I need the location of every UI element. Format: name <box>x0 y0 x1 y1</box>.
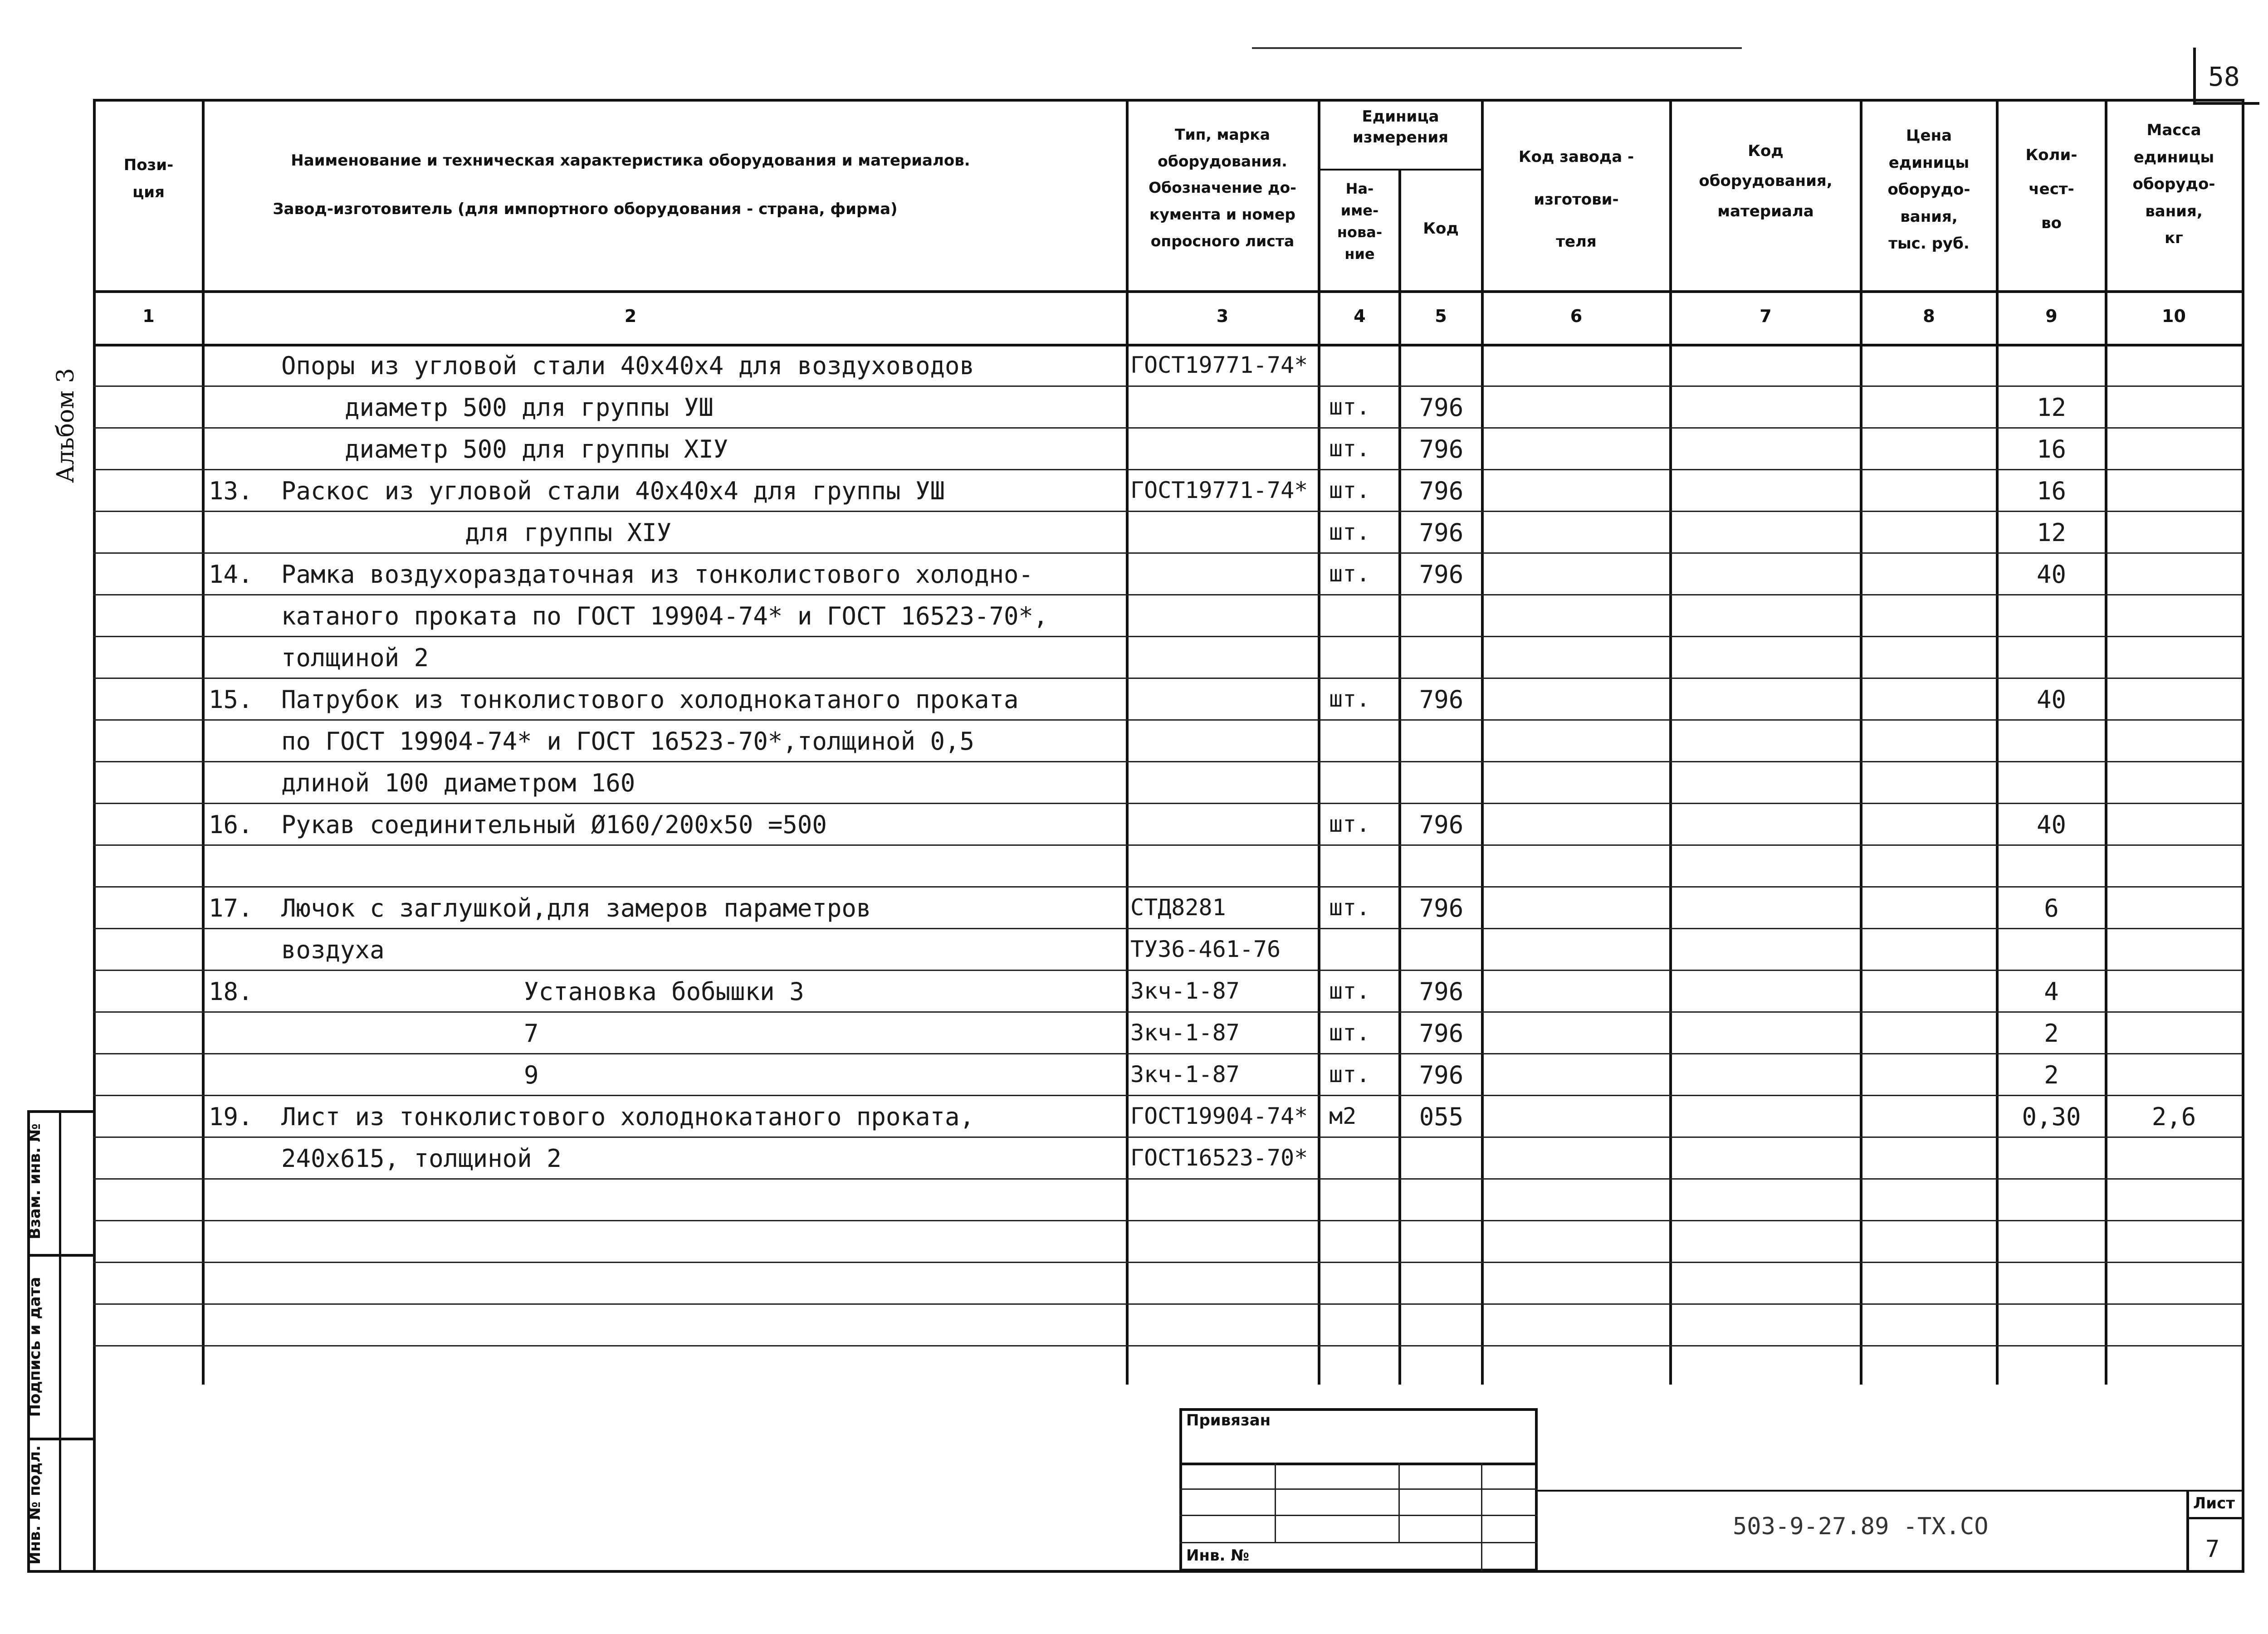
header-position: Пози- ция <box>123 156 174 201</box>
cell-code: 796 <box>1419 810 1464 839</box>
sheet-label: Лист <box>2193 1494 2235 1512</box>
cell-unit: м2 <box>1329 1103 1357 1129</box>
cell-name: диаметр 500 для группы УШ <box>345 393 714 422</box>
left-margin-inner <box>59 1110 61 1573</box>
colnum-1: 1 <box>142 306 155 326</box>
header-name-line1: Наименование и техническая характеристика оборудования и материалов. <box>291 151 970 170</box>
cell-name: Рукав соединительный Ø160/200х50 =500 <box>281 810 827 839</box>
doc-code-top-line <box>1538 1490 2243 1492</box>
cell-pos: 19. <box>209 1102 253 1131</box>
cell-unit: шт. <box>1329 894 1370 921</box>
cell-unit: шт. <box>1329 435 1370 462</box>
col-sep-2 <box>1126 99 1129 1385</box>
cell-name: Рамка воздухораздаточная из тонколистового холодно- <box>281 560 1034 589</box>
col-sep-4 <box>1398 169 1401 1385</box>
cell-code: 796 <box>1419 560 1464 589</box>
cell-code: 796 <box>1419 518 1464 547</box>
sheet-box-line <box>2186 1517 2243 1519</box>
cell-qty: 4 <box>2044 977 2059 1006</box>
cell-unit: шт. <box>1329 561 1370 587</box>
cell-code: 055 <box>1419 1102 1464 1131</box>
cell-pos: 15. <box>209 685 253 714</box>
cell-name: катаного проката по ГОСТ 19904-74* и ГОСТ 16523-70*, <box>281 602 1048 630</box>
row-line <box>93 1053 2243 1054</box>
stamp-line-1 <box>1179 1463 1538 1465</box>
cell-doc: ГОСТ19904-74* <box>1130 1103 1308 1129</box>
cell-code: 796 <box>1419 894 1464 922</box>
header-quantity: Коли- чест- во <box>2025 146 2077 232</box>
label-signature-date: Подпись и дата <box>26 1277 44 1417</box>
cell-qty: 16 <box>2036 435 2067 463</box>
stamp-inv-no: Инв. № <box>1186 1546 1250 1565</box>
cell-qty: 0,30 <box>2022 1102 2081 1131</box>
row-line <box>93 844 2243 846</box>
cell-qty: 16 <box>2036 477 2067 505</box>
cell-qty: 40 <box>2036 560 2067 589</box>
row-line <box>93 1345 2243 1346</box>
cell-doc: 3кч-1-87 <box>1130 1061 1240 1088</box>
cell-doc: ГОСТ19771-74* <box>1130 477 1308 503</box>
left-margin-sep-1 <box>27 1254 93 1257</box>
cell-unit: шт. <box>1329 686 1370 712</box>
col-sep-1 <box>202 99 205 1385</box>
cell-qty: 2 <box>2044 1061 2059 1089</box>
cell-doc: ГОСТ16523-70* <box>1130 1145 1308 1171</box>
cell-doc: 3кч-1-87 <box>1130 1019 1240 1046</box>
cell-code: 796 <box>1419 1061 1464 1089</box>
cell-unit: шт. <box>1329 1061 1370 1088</box>
col-sep-7 <box>1860 99 1862 1385</box>
row-line <box>93 1178 2243 1180</box>
header-name-line2: Завод-изготовитель (для импортного оборудования - страна, фирма) <box>273 200 898 218</box>
cell-name: для группы ХIУ <box>465 518 672 547</box>
stamp-vline-3 <box>1481 1463 1482 1571</box>
cell-name: Раскос из угловой стали 40х40х4 для группы УШ <box>281 477 945 505</box>
stamp-vline-1 <box>1275 1463 1276 1542</box>
col-sep-6 <box>1669 99 1672 1385</box>
cell-qty: 40 <box>2036 685 2067 714</box>
row-line <box>93 1011 2243 1013</box>
cell-qty: 40 <box>2036 810 2067 839</box>
col-sep-8 <box>1996 99 1999 1385</box>
album-label: Альбом 3 <box>52 368 79 483</box>
colnum-10: 10 <box>2162 306 2186 326</box>
stamp-line-2 <box>1179 1488 1538 1490</box>
cell-name: Лист из тонколистового холоднокатаного проката, <box>281 1102 975 1131</box>
cell-pos: 16. <box>209 810 253 839</box>
cell-name: Установка бобышки 3 <box>524 977 804 1006</box>
cell-pos: 14. <box>209 560 253 589</box>
label-orig-inv: Инв. № подл. <box>26 1445 44 1565</box>
row-line <box>93 552 2243 554</box>
cell-name: 9 <box>524 1061 539 1089</box>
row-line <box>93 719 2243 721</box>
header-type: Тип, марка оборудования. Обозначение до- кумента и номер опросного листа <box>1149 126 1296 250</box>
row-line <box>93 803 2243 804</box>
row-line <box>93 1262 2243 1263</box>
cell-name: воздуха <box>281 936 385 964</box>
header-bottom <box>93 290 2243 293</box>
label-replace-inv: Взам. инв. № <box>26 1123 44 1239</box>
row-line <box>93 511 2243 512</box>
cell-qty: 2 <box>2044 1019 2059 1048</box>
header-equipment-code: Код оборудования, материала <box>1699 142 1833 220</box>
cell-pos: 17. <box>209 894 253 922</box>
cell-name: 240х615, толщиной 2 <box>281 1144 562 1173</box>
doc-code: 503-9-27.89 -ТХ.СО <box>1733 1513 1989 1540</box>
row-line <box>93 970 2243 971</box>
cell-doc: СТД8281 <box>1130 894 1226 921</box>
header-factory-code: Код завода - изготови- теля <box>1518 148 1634 251</box>
cell-doc: ГОСТ19771-74* <box>1130 352 1308 378</box>
row-line <box>93 1095 2243 1096</box>
colnum-4: 4 <box>1354 306 1366 326</box>
cell-unit: шт. <box>1329 811 1370 837</box>
cell-qty: 6 <box>2044 894 2059 922</box>
colnum-6: 6 <box>1570 306 1583 326</box>
row-line <box>93 886 2243 888</box>
cell-unit: шт. <box>1329 394 1370 420</box>
cell-pos: 18. <box>209 977 253 1006</box>
page-number: 58 <box>2208 61 2240 92</box>
header-unit-code: Код <box>1423 219 1459 238</box>
cell-name: Лючок с заглушкой,для замеров параметров <box>281 894 871 922</box>
cell-doc: ТУ36-461-76 <box>1130 936 1281 962</box>
cell-qty: 12 <box>2036 393 2067 422</box>
colnum-2: 2 <box>624 306 637 326</box>
cell-qty: 12 <box>2036 518 2067 547</box>
header-price: Цена единицы оборудо- вания, тыс. руб. <box>1887 127 1970 253</box>
left-margin-sep-2 <box>27 1438 93 1440</box>
header-unit-name: На- име- нова- ние <box>1337 180 1383 263</box>
cell-code: 796 <box>1419 1019 1464 1048</box>
row-line <box>93 1220 2243 1221</box>
cell-code: 796 <box>1419 477 1464 505</box>
stamp-line-4 <box>1179 1542 1538 1543</box>
cell-name: по ГОСТ 19904-74* и ГОСТ 16523-70*,толщиной 0,5 <box>281 727 975 756</box>
cell-code: 796 <box>1419 393 1464 422</box>
stamp-line-3 <box>1179 1515 1538 1516</box>
cell-name: 7 <box>524 1019 539 1048</box>
row-line <box>93 761 2243 762</box>
row-line <box>93 427 2243 429</box>
cell-name: толщиной 2 <box>281 644 429 672</box>
cell-name: Опоры из угловой стали 40х40х4 для воздуховодов <box>281 351 975 380</box>
cell-doc: 3кч-1-87 <box>1130 978 1240 1004</box>
colnum-9: 9 <box>2045 306 2058 326</box>
row-line <box>93 1303 2243 1305</box>
table-right-border <box>2242 99 2244 1573</box>
table-bottom-border <box>27 1570 2244 1573</box>
sheet-number: 7 <box>2205 1536 2220 1563</box>
colnum-3: 3 <box>1216 306 1229 326</box>
row-line <box>93 1136 2243 1138</box>
unit-group-line <box>1318 169 1483 171</box>
stamp-vline-2 <box>1398 1463 1400 1542</box>
cell-name: длиной 100 диаметром 160 <box>281 769 635 797</box>
cell-unit: шт. <box>1329 477 1370 503</box>
colnum-bottom <box>93 344 2243 346</box>
cell-code: 796 <box>1419 435 1464 463</box>
row-line <box>93 636 2243 637</box>
colnum-5: 5 <box>1435 306 1447 326</box>
col-sep-9 <box>2105 99 2107 1385</box>
row-line <box>93 678 2243 679</box>
table-top-border <box>93 99 2243 102</box>
cell-unit: шт. <box>1329 1019 1370 1046</box>
cell-pos: 13. <box>209 477 253 505</box>
row-line <box>93 469 2243 470</box>
col-sep-5 <box>1481 99 1484 1385</box>
header-unit-group: Единица измерения <box>1353 107 1448 146</box>
cell-unit: шт. <box>1329 978 1370 1004</box>
cell-code: 796 <box>1419 685 1464 714</box>
header-mass: Масса единицы оборудо- вания, кг <box>2132 121 2215 247</box>
cell-mass: 2,6 <box>2151 1102 2196 1131</box>
colnum-7: 7 <box>1760 306 1772 326</box>
cell-code: 796 <box>1419 977 1464 1006</box>
row-line <box>93 385 2243 387</box>
colnum-8: 8 <box>1923 306 1935 326</box>
cell-name: диаметр 500 для группы ХIУ <box>345 435 728 463</box>
col-sep-3 <box>1318 99 1320 1385</box>
stamp-privyazan: Привязан <box>1186 1411 1271 1429</box>
top-rule <box>1252 47 1742 49</box>
cell-name: Патрубок из тонколистового холоднокатаного проката <box>281 685 1019 714</box>
cell-unit: шт. <box>1329 519 1370 545</box>
row-line <box>93 928 2243 929</box>
row-line <box>93 594 2243 595</box>
